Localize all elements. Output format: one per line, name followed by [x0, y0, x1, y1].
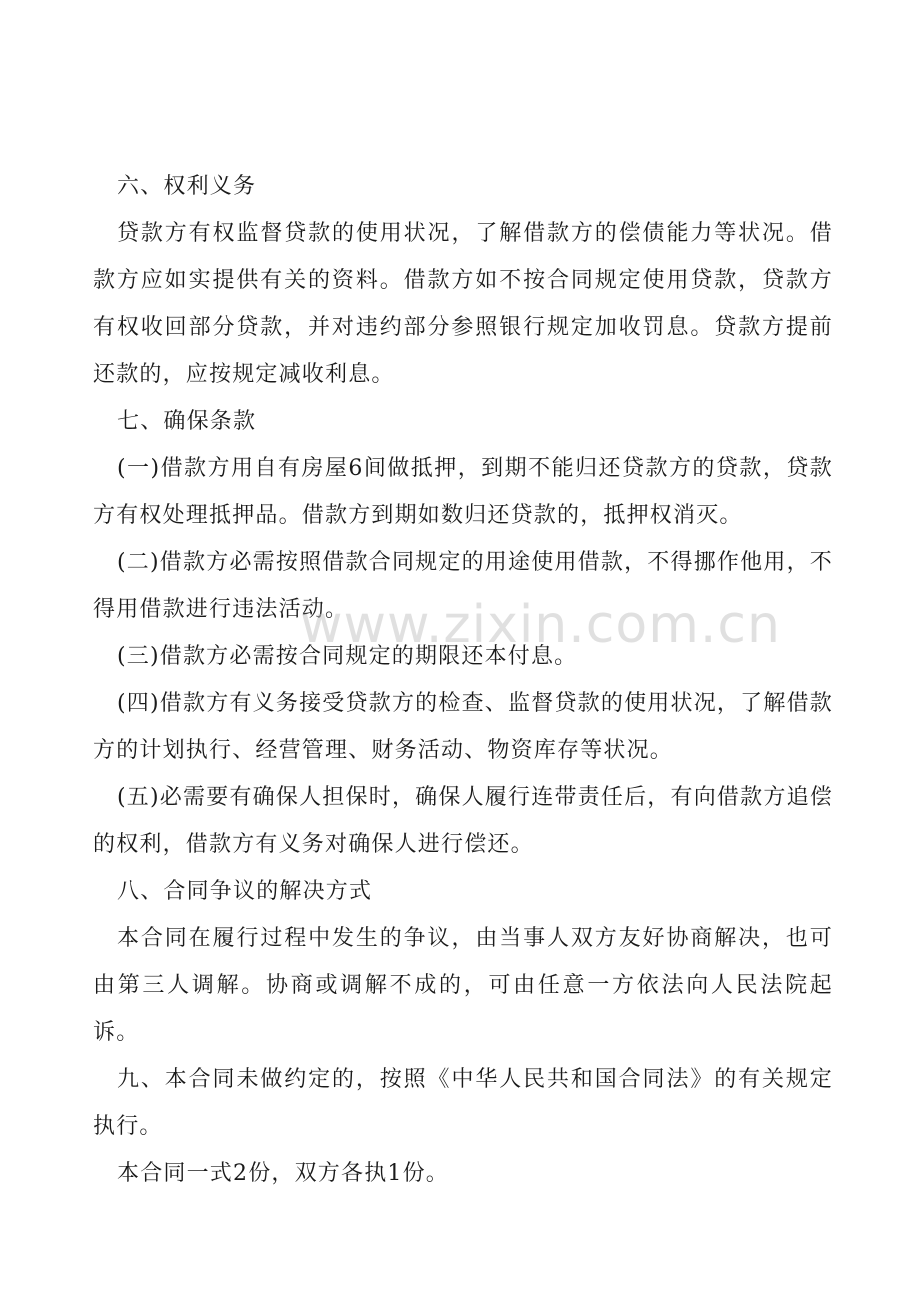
clause-5-guarantor: (五)必需要有确保人担保时，确保人履行连带责任后，有向借款方追偿的权利，借款方有义务对确保人进行偿还。: [93, 785, 833, 857]
paragraph-copies: 本合同一式2份，双方各执1份。: [117, 1161, 449, 1186]
clause-4-inspection: (四)借款方有义务接受贷款方的检查、监督贷款的使用状况，了解借款方的计划执行、经营管理、财务活动、物资库存等状况。: [93, 691, 833, 763]
section-heading-rights-obligations: 六、权利义务: [117, 174, 257, 199]
section-heading-dispute-resolution: 八、合同争议的解决方式: [117, 879, 373, 904]
paragraph-dispute-resolution: 本合同在履行过程中发生的争议，由当事人双方友好协商解决，也可由第三人调解。协商或调解不成的，可由任意一方依法向人民法院起诉。: [93, 926, 833, 1045]
clause-3-repayment: (三)借款方必需按合同规定的期限还本付息。: [117, 644, 578, 669]
watermark-text: www.zixin.com.cn: [300, 595, 781, 655]
section-heading-guarantee-terms: 七、确保条款: [117, 409, 257, 434]
paragraph-contract-law-reference: 九、本合同未做约定的，按照《中华人民共和国合同法》的有关规定执行。: [93, 1067, 833, 1139]
document-body: [93, 163, 833, 1197]
clause-2-usage: (二)借款方必需按照借款合同规定的用途使用借款，不得挪作他用，不得用借款进行违法活动。: [93, 550, 833, 622]
clause-1-mortgage: (一)借款方用自有房屋6间做抵押，到期不能归还贷款方的贷款，贷款方有权处理抵押品。借款方到期如数归还贷款的，抵押权消灭。: [93, 456, 833, 528]
paragraph-rights-obligations: 贷款方有权监督贷款的使用状况，了解借款方的偿债能力等状况。借款方应如实提供有关的资料。借款方如不按合同规定使用贷款，贷款方有权收回部分贷款，并对违约部分参照银行规定加收罚息。贷款方提前还款的，应按规定减收利息。: [93, 221, 833, 387]
